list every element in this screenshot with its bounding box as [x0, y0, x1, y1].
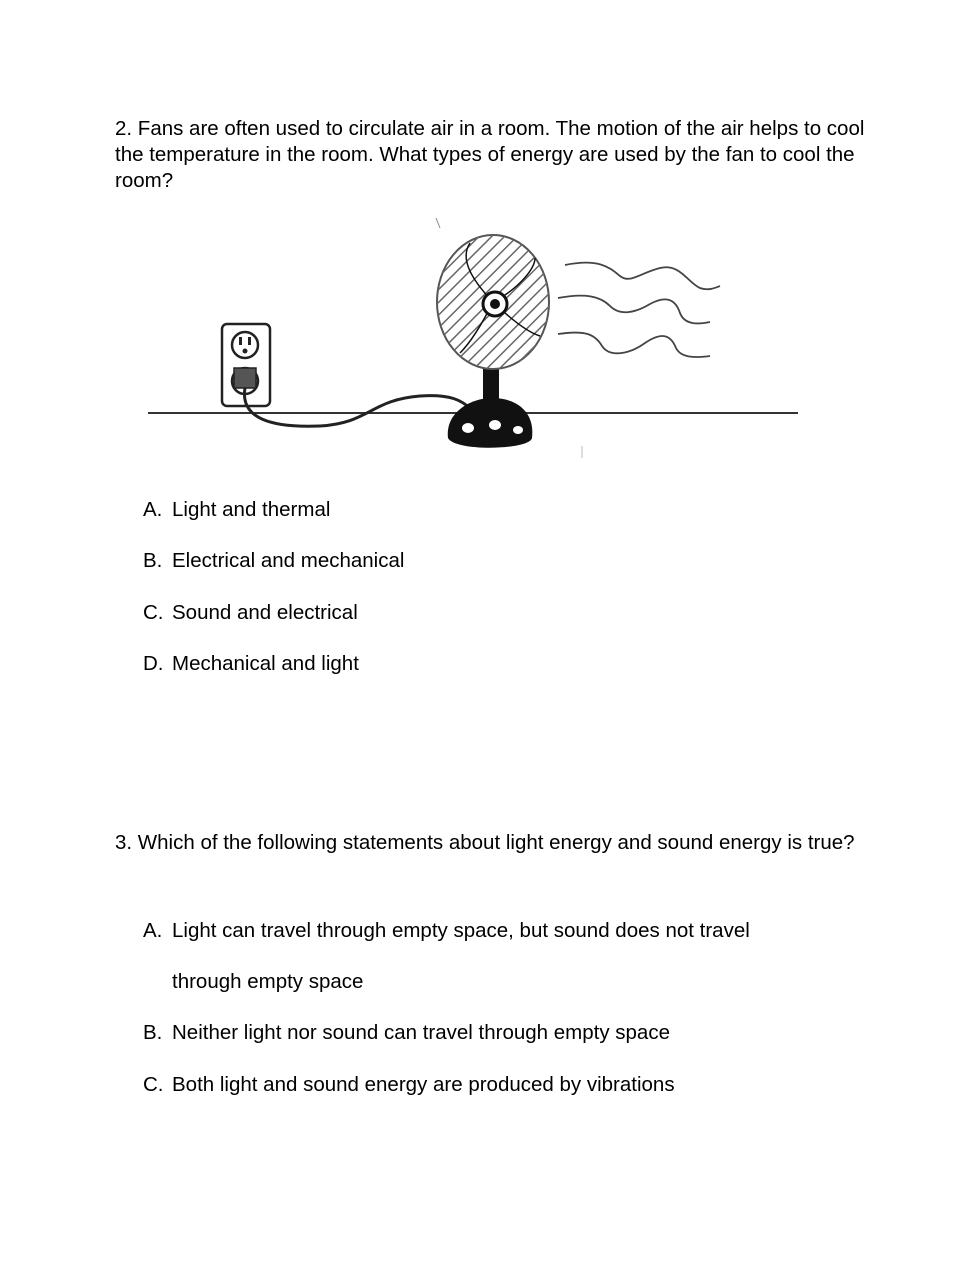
q2-option-d[interactable]	[143, 651, 359, 677]
fan-head-icon	[430, 228, 560, 378]
option-letter: A.	[143, 919, 163, 942]
question-2-text: 2. Fans are often used to circulate air in a room. The motion of the air helps to cool the temperature in the room. What types of energy are used by the fan to cool the room?	[115, 117, 865, 192]
option-text: Neither light nor sound can travel through empty space	[172, 1021, 670, 1044]
option-letter: D.	[143, 652, 164, 675]
fan-outlet-illustration	[140, 218, 810, 468]
option-letter: B.	[143, 549, 163, 572]
option-text: Light can travel through empty space, but sound does not travel	[172, 919, 750, 942]
option-letter: C.	[143, 601, 164, 624]
option-letter: B.	[143, 1021, 163, 1044]
option-text: Light and thermal	[172, 498, 331, 521]
q3-option-a-continuation: through empty space	[172, 970, 364, 993]
option-text: Mechanical and light	[172, 652, 359, 675]
air-flow-icon	[558, 263, 720, 357]
q2-option-b[interactable]	[143, 548, 404, 574]
q2-option-a[interactable]	[143, 497, 330, 523]
option-text: Sound and electrical	[172, 601, 358, 624]
option-text: Both light and sound energy are produced by vibrations	[172, 1073, 675, 1096]
power-cord	[244, 388, 472, 426]
option-text: Electrical and mechanical	[172, 549, 405, 572]
option-letter: A.	[143, 498, 163, 521]
q2-option-c[interactable]	[143, 600, 358, 626]
q3-option-a[interactable]	[143, 918, 750, 944]
option-letter: C.	[143, 1073, 164, 1096]
q3-option-c[interactable]	[143, 1072, 675, 1098]
q3-option-b[interactable]	[143, 1020, 670, 1046]
question-3-text: 3. Which of the following statements about light energy and sound energy is true?	[115, 831, 855, 854]
wall-outlet-icon	[222, 324, 270, 406]
